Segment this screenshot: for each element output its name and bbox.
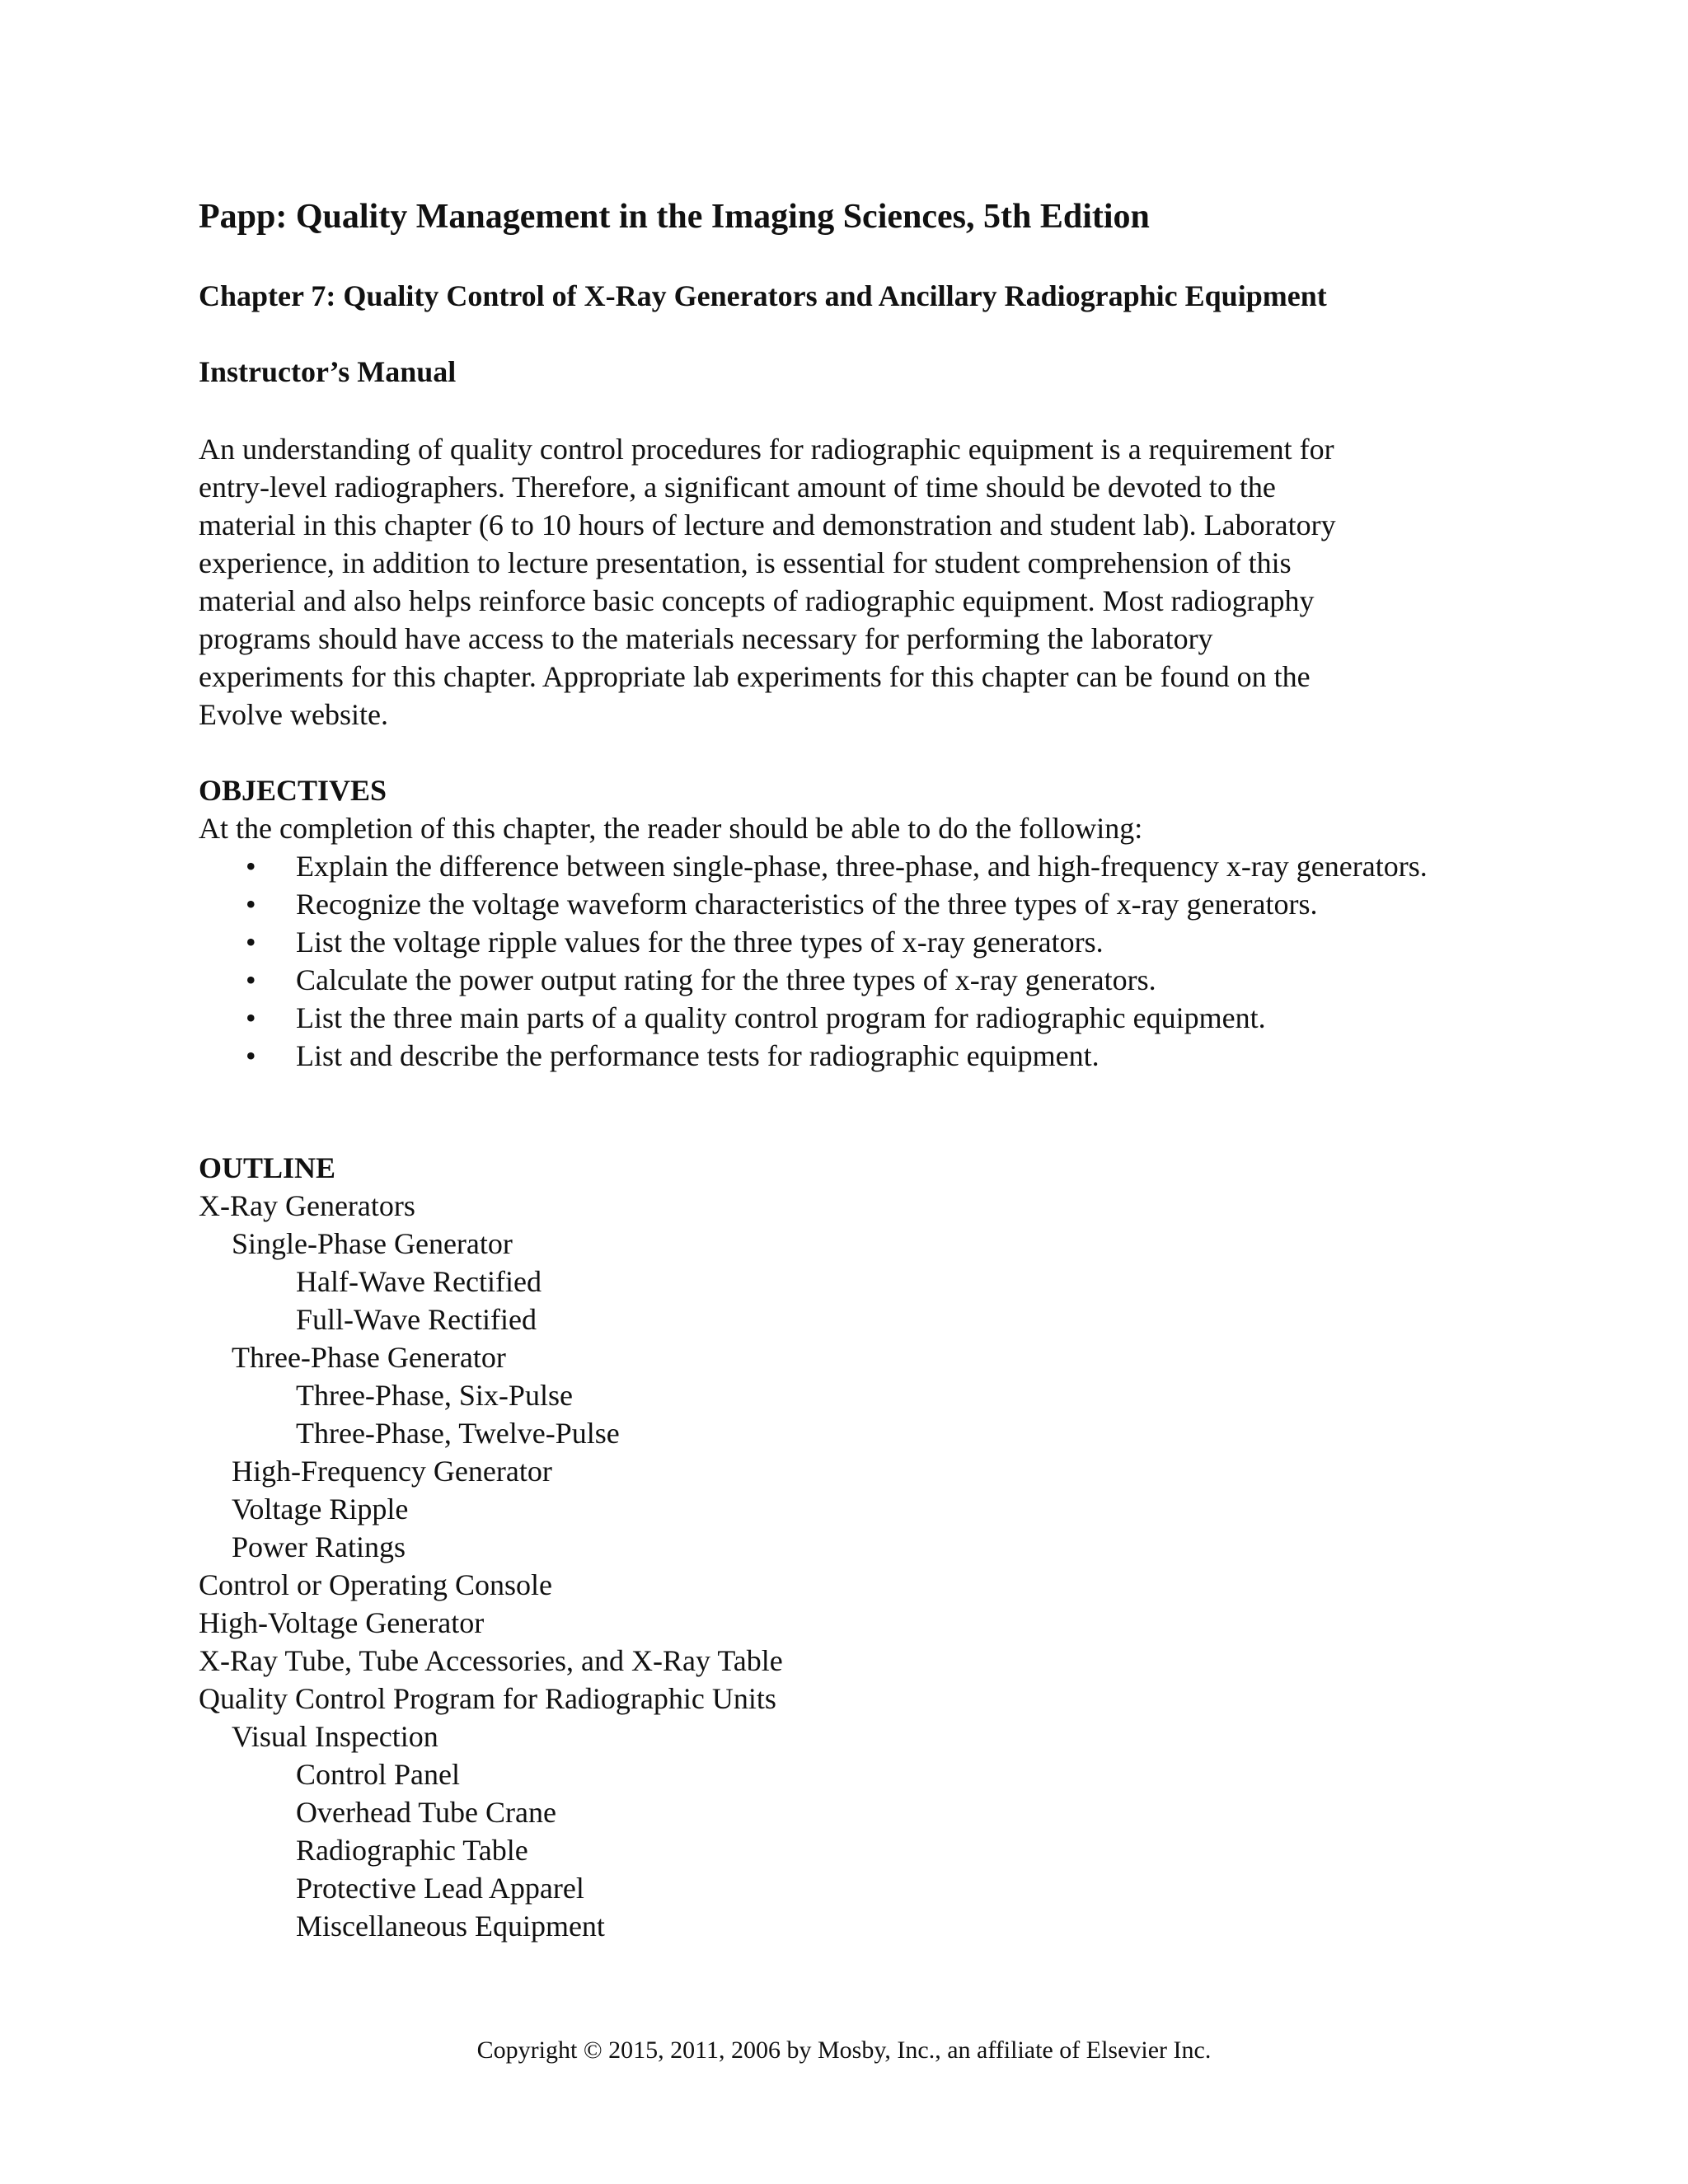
intro-line: An understanding of quality control procedures for radiographic equipment is a requirement for xyxy=(199,433,1334,466)
outline-item: High-Voltage Generator xyxy=(199,1606,485,1639)
bullet-icon: • xyxy=(246,888,256,921)
outline-item: Power Ratings xyxy=(232,1530,406,1563)
objectives-list xyxy=(199,847,1484,1075)
objective-item xyxy=(199,999,1484,1037)
outline-item: Half-Wave Rectified xyxy=(296,1265,542,1298)
outline-list xyxy=(199,1187,1484,1945)
outline-item: Three-Phase Generator xyxy=(232,1341,506,1374)
outline-item: Control Panel xyxy=(296,1758,460,1791)
objective-item xyxy=(199,1037,1484,1075)
bullet-icon: • xyxy=(246,1001,256,1034)
intro-line: material and also helps reinforce basic concepts of radiographic equipment. Most radiography xyxy=(199,584,1315,617)
outline-item: Quality Control Program for Radiographic Units xyxy=(199,1682,776,1715)
bullet-icon: • xyxy=(246,1039,256,1072)
objective-item xyxy=(199,885,1484,923)
outline-item: Voltage Ripple xyxy=(232,1493,409,1526)
outline-item: X-Ray Generators xyxy=(199,1189,415,1222)
objectives-section xyxy=(199,771,1484,1075)
intro-paragraph xyxy=(199,430,1468,733)
outline-section xyxy=(199,1149,1484,1945)
outline-item: Control or Operating Console xyxy=(199,1568,552,1601)
outline-item: Protective Lead Apparel xyxy=(296,1872,584,1905)
bullet-icon: • xyxy=(246,850,256,883)
bullet-icon: • xyxy=(246,963,256,996)
objective-text: Calculate the power output rating for the three types of x-ray generators. xyxy=(296,963,1156,996)
objective-text: List and describe the performance tests for radiographic equipment. xyxy=(296,1039,1100,1072)
objective-text: List the three main parts of a quality control program for radiographic equipment. xyxy=(296,1001,1266,1034)
manual-heading: Instructor’s Manual xyxy=(199,355,457,388)
objective-text: Recognize the voltage waveform characteristics of the three types of x-ray generators. xyxy=(296,888,1318,921)
outline-item: Three-Phase, Twelve-Pulse xyxy=(296,1417,620,1450)
outline-item: High-Frequency Generator xyxy=(232,1455,552,1488)
bullet-icon: • xyxy=(246,926,256,958)
intro-line: Evolve website. xyxy=(199,698,388,731)
objective-text: List the voltage ripple values for the three types of x-ray generators. xyxy=(296,926,1104,958)
intro-line: experience, in addition to lecture presentation, is essential for student comprehension of this xyxy=(199,546,1292,579)
chapter-heading: Chapter 7: Quality Control of X-Ray Generators and Ancillary Radiographic Equipment xyxy=(199,279,1327,312)
outline-item: Radiographic Table xyxy=(296,1834,528,1867)
intro-line: programs should have access to the materials necessary for performing the laboratory xyxy=(199,622,1213,655)
outline-item: X-Ray Tube, Tube Accessories, and X-Ray Table xyxy=(199,1644,783,1677)
intro-line: material in this chapter (6 to 10 hours of lecture and demonstration and student lab). Laboratory xyxy=(199,509,1336,541)
outline-item: Full-Wave Rectified xyxy=(296,1303,537,1336)
objective-item xyxy=(199,961,1484,999)
objectives-intro: At the completion of this chapter, the reader should be able to do the following: xyxy=(199,812,1143,845)
outline-item: Overhead Tube Crane xyxy=(296,1796,556,1829)
objective-text: Explain the difference between single-phase, three-phase, and high-frequency x-ray generators. xyxy=(296,850,1428,883)
objective-item xyxy=(199,923,1484,961)
document-title: Papp: Quality Management in the Imaging Sciences, 5th Edition xyxy=(199,198,1150,236)
objective-item xyxy=(199,847,1484,885)
outline-item: Miscellaneous Equipment xyxy=(296,1910,605,1943)
outline-item: Single-Phase Generator xyxy=(232,1227,513,1260)
outline-item: Three-Phase, Six-Pulse xyxy=(296,1379,573,1412)
copyright-footer: Copyright © 2015, 2011, 2006 by Mosby, Inc., an affiliate of Elsevier Inc. xyxy=(476,2036,1212,2064)
outline-item: Visual Inspection xyxy=(232,1720,438,1753)
intro-line: experiments for this chapter. Appropriate lab experiments for this chapter can be found on the xyxy=(199,660,1311,693)
objectives-heading: OBJECTIVES xyxy=(199,774,387,807)
intro-line: entry-level radiographers. Therefore, a significant amount of time should be devoted to the xyxy=(199,471,1276,504)
outline-heading: OUTLINE xyxy=(199,1151,336,1184)
